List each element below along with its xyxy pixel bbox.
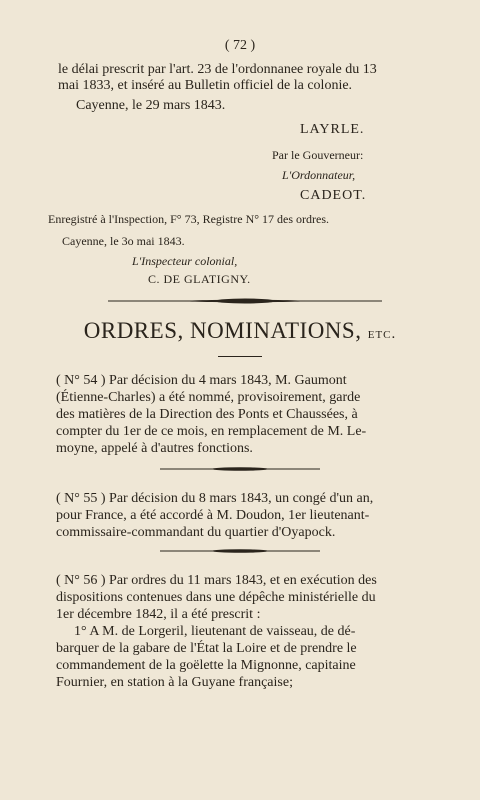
order-56-line-2: dispositions contenues dans une dépêche ministérielle du [56,590,376,605]
order-54-line-1: ( N° 54 ) Par décision du 4 mars 1843, M. Gaumont [56,373,347,388]
intro-line-1: le délai prescrit par l'art. 23 de l'ordonnanee royale du 13 [58,62,377,77]
order-54-number: ( N° 54 ) [56,373,106,388]
order-55-line-3: commissaire-commandant du quartier d'Oyapock. [56,525,336,540]
order-54-line-5: moyne, appelé à d'autres fonctions. [56,441,253,456]
ornamental-divider [108,296,382,306]
order-item-55 [56,490,430,541]
order-56-line-1: ( N° 56 ) Par ordres du 11 mars 1843, et en exécution des [56,573,377,588]
order-item-54 [56,372,430,457]
divider-1 [160,466,320,472]
registration-date: Cayenne, le 3o mai 1843. [62,234,185,248]
order-item-56 [56,572,430,691]
order-56-line-6: commandement de la goëlette la Mignonne, capitaine [56,658,356,673]
signature-glatigny: C. DE GLATIGNY. [148,272,251,286]
title-underline [218,356,262,357]
section-title [0,318,480,344]
section-title-etc: etc. [367,326,397,342]
par-le-gouverneur: Par le Gouverneur: [272,148,364,162]
order-56-line-7: Fournier, en station à la Guyane française; [56,675,293,690]
order-54-line-3: des matières de la Direction des Ponts et Chaussées, à [56,407,358,422]
order-56-number: ( N° 56 ) [56,573,106,588]
place-date: Cayenne, le 29 mars 1843. [76,98,226,113]
intro-line-2: mai 1833, et inséré au Bulletin officiel de la colonie. [58,78,353,93]
order-55-number: ( N° 55 ) [56,491,106,506]
order-54-line-2: (Étienne-Charles) a été nommé, provisoirement, garde [56,390,361,405]
order-56-line-3: 1er décembre 1842, il a été prescrit : [56,607,261,622]
divider-2 [160,548,320,554]
page-number: ( 72 ) [224,38,256,53]
order-54-line-4: compter du 1er de ce mois, en remplacement de M. Le- [56,424,367,439]
intro-paragraph [58,62,430,94]
signature-cadeot: CADEOT. [300,188,367,203]
order-56-line-4: 1° A M. de Lorgeril, lieutenant de vaisseau, de dé- [74,624,356,639]
registration-line: Enregistré à l'Inspection, F° 73, Registre N° 17 des ordres. [48,212,330,226]
signature-layrle: LAYRLE. [300,122,365,137]
inspecteur-title: L'Inspecteur colonial, [132,254,238,268]
ordonnateur-title: L'Ordonnateur, [282,168,356,182]
order-56-line-5: barquer de la gabare de l'État la Loire et de prendre le [56,641,357,656]
section-title-main: ORDRES, NOMINATIONS, [83,318,362,343]
order-55-line-1: ( N° 55 ) Par décision du 8 mars 1843, un congé d'un an, [56,491,374,506]
order-55-line-2: pour France, a été accordé à M. Doudon, 1er lieutenant- [56,508,370,523]
